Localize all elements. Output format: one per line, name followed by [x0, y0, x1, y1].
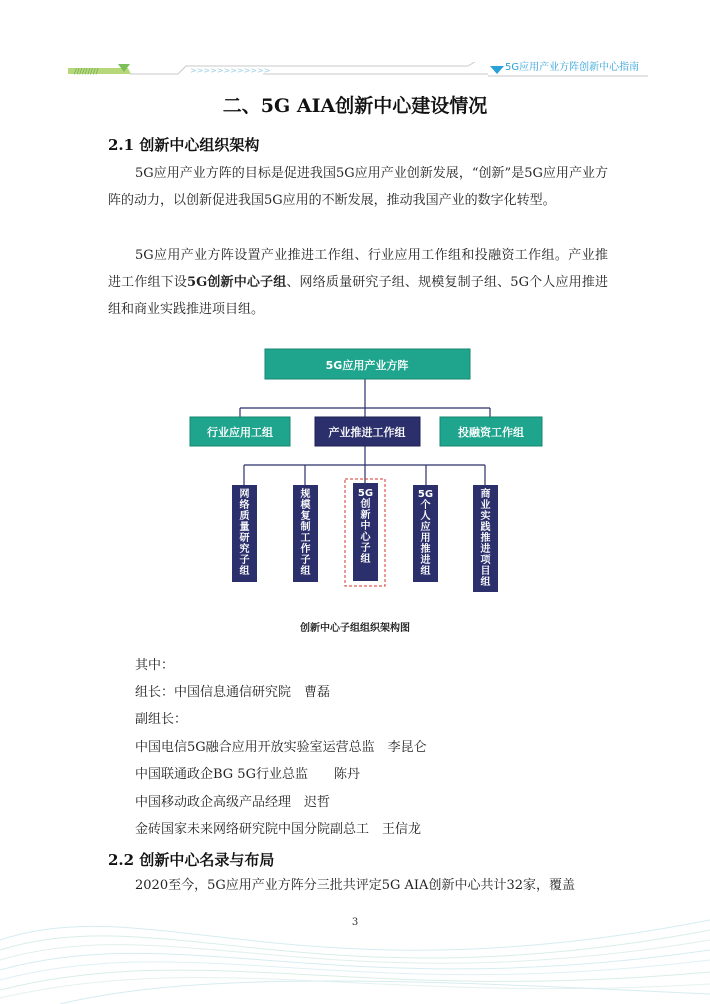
member-line: 中国移动政企高级产品经理 迟哲 — [135, 795, 331, 810]
member-line: 中国联通政企BG 5G行业总监 陈丹 — [135, 767, 360, 782]
svg-text:产业推进工作组: 产业推进工作组 — [328, 426, 406, 439]
page-number: 3 — [351, 917, 359, 928]
subsection-heading-2-1: 2.1 创新中心组织架构 — [108, 136, 260, 154]
member-line: 中国电信5G融合应用开放实验室运营总监 李昆仑 — [135, 740, 427, 755]
org-group-industry-app — [190, 417, 290, 446]
svg-text:规模复制工作子组: 规模复制工作子组 — [300, 489, 311, 577]
org-group-investment — [440, 417, 542, 446]
org-subgroup-business-practice — [473, 485, 498, 592]
svg-text:商业实践推进项目组: 商业实践推进项目组 — [480, 489, 491, 588]
org-group-industry-promotion — [315, 417, 420, 446]
svg-text:5G创新中心子组: 5G 创新中心子组 — [357, 488, 374, 565]
member-line: 其中： — [135, 658, 175, 673]
member-line: 组长：中国信息通信研究院 曹磊 — [135, 685, 331, 700]
paragraph-1: 5G应用产业方阵的目标是促进我国5G应用产业创新发展，“创新”是5G应用产业方阵的动力，以创新促进我国5G应用的不断发展，推动我国产业的数字化转型。 — [108, 166, 608, 208]
svg-text:>>>>>>>>>>>>: >>>>>>>>>>>> — [190, 66, 271, 75]
paragraph-3: 2020至今，5G应用产业方阵分三批共评定5G AIA创新中心共计32家，覆盖 — [135, 878, 575, 893]
figure-caption: 创新中心子组组织架构图 — [300, 623, 410, 634]
svg-text:投融资工作组: 投融资工作组 — [458, 426, 524, 439]
footer-wave-decoration — [0, 880, 710, 1004]
header-title: 5G应用产业方阵创新中心指南 — [505, 62, 640, 73]
subsection-heading-2-2: 2.2 创新中心名录与布局 — [108, 851, 275, 869]
org-subgroup-network-quality — [232, 485, 257, 582]
svg-text://///////: ///////// — [74, 67, 99, 76]
highlight-text: 5G创新中心子组 — [187, 275, 287, 290]
org-chart — [180, 345, 550, 595]
member-line: 金砖国家未来网络研究院中国分院副总工 王信龙 — [135, 822, 422, 837]
org-subgroup-personal-app — [413, 485, 438, 582]
svg-text:行业应用工组: 行业应用工组 — [207, 426, 273, 439]
svg-text:5G应用产业方阵: 5G应用产业方阵 — [325, 359, 409, 372]
paragraph-2: 5G应用产业方阵设置产业推进工作组、行业应用工作组和投融资工作组。产业推进工作组下设5G创新中心子组、网络质量研究子组、规模复制子组、5G个人应用推进组和商业实践推进项目组。 — [108, 248, 608, 317]
org-subgroup-scale-replication — [293, 485, 318, 582]
member-line: 副组长： — [135, 712, 188, 727]
org-subgroup-innovation-center — [353, 483, 378, 581]
svg-text:网络质量研究子组: 网络质量研究子组 — [239, 489, 250, 577]
org-root-node — [265, 349, 470, 379]
section-title: 二、5G AIA创新中心建设情况 — [222, 95, 488, 117]
svg-text:5G个人应用推进组: 5G 个人应用推进组 — [417, 489, 434, 577]
